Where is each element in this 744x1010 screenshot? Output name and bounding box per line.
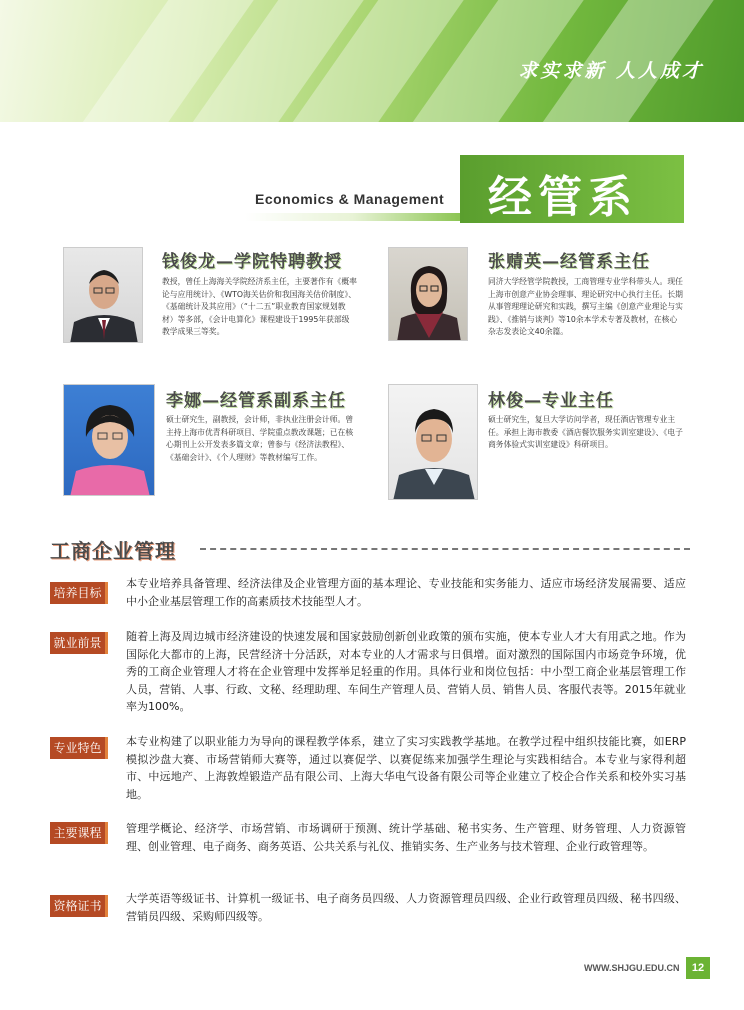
row-tag: 培养目标 — [50, 582, 108, 604]
department-title-en: Economics & Management — [255, 191, 445, 207]
profile-name-1: 钱俊龙—学院特聘教授 — [162, 252, 342, 272]
profile-photo-2 — [388, 247, 468, 341]
header-banner — [0, 0, 744, 122]
profile-name-3: 李娜—经管系副系主任 — [166, 391, 346, 411]
title-underline — [245, 213, 460, 221]
row-text: 本专业培养具备管理、经济法律及企业管理方面的基本理论、专业技能和实务能力、适应市场经济发展需要、适应中小企业基层管理工作的高素质技术技能型人才。 — [126, 577, 686, 608]
row-tag: 专业特色 — [50, 737, 108, 759]
row-text: 本专业构建了以职业能力为导向的课程教学体系，建立了实习实践教学基地。在教学过程中组织技能比赛，如ERP模拟沙盘大赛、市场营销师大赛等，通过以赛促学、以赛促练来加强学生理论与实践相结合。本专业与家得利超市、中远地产、上海敦煌锻造产品有限公司、上海大华电气设备有限公司等企业建立了校企合作关系和校外实习基地。 — [126, 735, 686, 801]
row-tag: 就业前景 — [50, 632, 108, 654]
profile-desc-2: 同济大学经管学院教授，工商管理专业学科带头人。现任上海市创意产业协会理事、理论研究中心执行主任。长期从事管理理论研究和实践，撰写主编《创意产业理论与实践》、《推销与谈判》等10余本学术专著及教材，在核心杂志发表论文40余篇。 — [488, 277, 683, 337]
profile-desc-1: 教授，曾任上海海关学院经济系主任，主要著作有《概率论与应用统计》、《WTO海关估价和我国海关估价制度》、《基础统计及其应用》（“十二五”职业教育国家规划教材）等多部，《会计电算化》课程建设于1995年获部级教学成果三等奖。 — [162, 277, 357, 337]
row-text: 管理学概论、经济学、市场营销、市场调研于预测、统计学基础、秘书实务、生产管理、财务管理、人力资源管理、创业管理、电子商务、商务英语、公共关系与礼仪、推销实务、生产业务与技术管理、企业行政管理等。 — [126, 822, 686, 853]
profile-name-4: 林俊—专业主任 — [488, 391, 614, 411]
section-title: 工商企业管理 — [50, 539, 176, 563]
row-text: 随着上海及周边城市经济建设的快速发展和国家鼓励创新创业政策的颁布实施，使本专业人才大有用武之地。作为国际化大都市的上海，民营经济十分活跃，对本专业的人才需求与日俱增。面对激烈的国际国内市场竞争环境，优秀的工商企业管理人才将在企业管理中发挥举足轻重的作用。具体行业和岗位包括：中小型工商企业基层管理工作人员，营销、人事、行政、文秘、经理助理、车间生产管理人员、营销人员、销售人员、客服代表等。2015年就业率为100%。 — [126, 630, 686, 713]
row-tag: 资格证书 — [50, 895, 108, 917]
profile-photo-4 — [388, 384, 478, 500]
section-divider — [200, 548, 690, 550]
row-tag: 主要课程 — [50, 822, 108, 844]
profile-desc-4: 硕士研究生，复旦大学访问学者，现任酒店管理专业主任。承担上海市教委《酒店餐饮服务实训室建设》、《电子商务体验式实训室建设》科研项目。 — [488, 415, 683, 450]
page-number: 12 — [686, 957, 710, 979]
slogan: 求实求新 人人成才 — [518, 60, 704, 82]
row-text: 大学英语等级证书、计算机一级证书、电子商务员四级、人力资源管理员四级、企业行政管理员四级、秘书四级、营销员四级、采购师四级等。 — [126, 892, 686, 923]
profile-photo-1 — [63, 247, 143, 343]
department-title-cn: 经管系 — [488, 172, 638, 223]
department-title-box — [460, 155, 684, 223]
website-url: WWW.SHJGU.EDU.CN — [584, 963, 680, 973]
profile-photo-3 — [63, 384, 155, 496]
profile-desc-3: 硕士研究生，副教授，会计师，非执业注册会计师。曾主持上海市优青科研项目、学院重点教改课题；已在核心期刊上公开发表多篇文章；曾参与《经济法教程》、《基础会计》、《个人理财》等教材编写工作。 — [166, 415, 354, 462]
profile-name-2: 张䞍英—经管系主任 — [488, 252, 650, 272]
